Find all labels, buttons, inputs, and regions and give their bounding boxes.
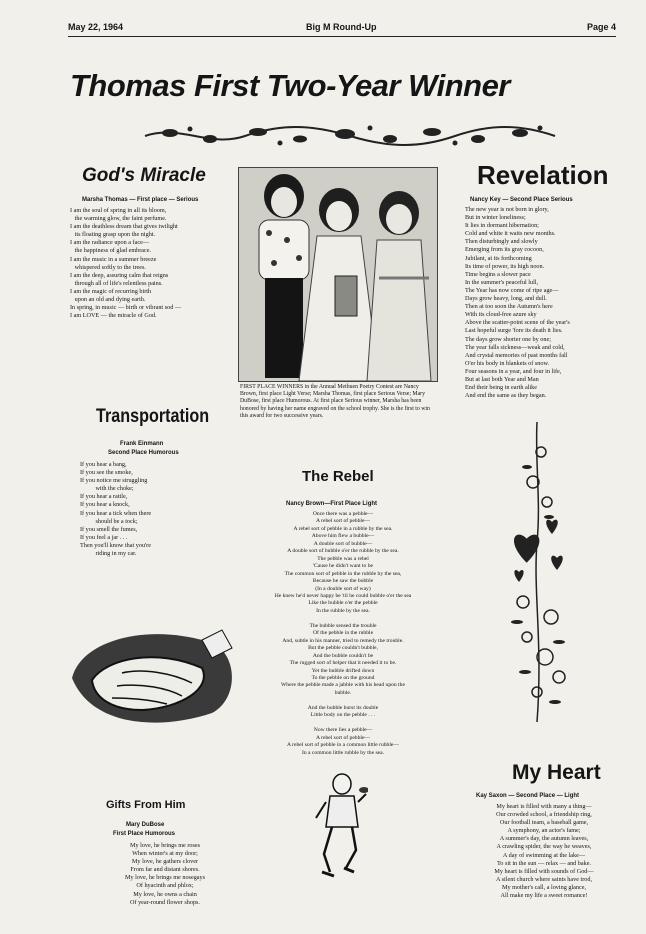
poem-line: If you notice me struggling	[80, 477, 148, 485]
poem-my-heart	[458, 803, 630, 900]
byline-gifts-from-him: First Place Humorous	[113, 831, 176, 837]
author-gifts-from-him: Mary DuBose	[126, 822, 165, 828]
poem-line: In spring, in music — birth or vibrant sod —	[70, 304, 182, 312]
poem-line: My love, he gathers clover	[131, 858, 199, 866]
poem-line: The common sort of pebble in the rubble by the sea,	[284, 570, 402, 577]
poem-line: through all of life's relentless pains.	[70, 279, 163, 287]
headline: Thomas First Two-Year Winner	[70, 68, 510, 103]
poem-line: I am the radiance upon a face—	[70, 239, 150, 247]
poem-line: Now there lies a pebble—	[313, 727, 373, 734]
poem-line: Cold and white it waits new months.	[465, 230, 556, 238]
issue-date: May 22, 1964	[68, 22, 124, 32]
poem-line: the happiness of glad embrace.	[70, 247, 152, 255]
poem-line: And the bubble burst its double	[307, 704, 379, 711]
poem-title-revelation: Revelation	[477, 160, 609, 190]
poem-line: But at last both Year and Man	[465, 375, 539, 383]
poem-line: O'er his body in blankets of snow.	[465, 359, 550, 367]
poem-line: To the pebble on the ground	[311, 674, 375, 681]
poem-line: A crawling spider, the way he weaves,	[496, 843, 592, 851]
page-number: Page 4	[586, 22, 616, 32]
poem-line: A day of swimming at the lake—	[502, 851, 586, 859]
poem-title-gifts-from-him: Gifts From Him	[106, 799, 186, 811]
poem-line: bubble.	[334, 689, 352, 696]
poem-line: (In a double sort of way)	[315, 585, 371, 592]
poem-line: Where the pebble made a jabble with his head upon the	[281, 682, 405, 689]
poem-line: Its time of power, its high noon.	[465, 262, 545, 270]
poem-line: A summer's day, the autumn leaves,	[499, 835, 589, 843]
poem-line: He knew he'd never happy be 'til he could bubble o'er the sea	[274, 592, 412, 599]
poem-line: From far and distant shores.	[130, 866, 200, 874]
poem-line: riding in my car.	[80, 550, 137, 558]
poem-line: should be a tock;	[80, 517, 138, 525]
poem-line: A rebel sort of pebble in a rubble by the sea.	[293, 525, 393, 532]
poem-line	[228, 615, 458, 622]
poem-line: I am the music in a summer breeze	[70, 255, 157, 263]
poem-line: All make my life a sweet romance!	[500, 892, 588, 900]
poem-line: When winter's at my door;	[132, 850, 198, 858]
poem-line: If you hear a rattle,	[80, 493, 128, 501]
author-transportation: Frank Einmann	[120, 441, 164, 447]
poem-line: Our crowded school, a friendship ring,	[496, 811, 592, 819]
winners-photo	[238, 167, 438, 382]
poem-line: My love, he brings me roses	[129, 842, 201, 849]
poem-line: I am the deep, assuring calm that reigns	[70, 271, 169, 279]
poem-line: I am the deathless dream that gives twilight	[70, 223, 178, 231]
poem-line: 'Cause he didn't want to be	[313, 563, 373, 570]
poem-line: I am the soul of spring in all its bloom,	[70, 207, 167, 214]
poem-title-the-rebel: The Rebel	[302, 468, 374, 485]
poem-line: Of the pebble in the rubble	[312, 630, 374, 637]
poem-line: A rebel sort of pebble in a common little rubble—	[286, 742, 399, 749]
poem-line: Above him flew a bubble—	[311, 533, 375, 540]
poem-line: Like the bubble o'er the pebble	[308, 600, 378, 607]
poem-line: Our football team, a baseball game,	[499, 819, 589, 827]
byline-gods-miracle: Marsha Thomas — First place — Serious	[82, 197, 199, 203]
poem-line: If you hear a tick when there	[80, 509, 152, 517]
poem-line: My love, he owns a chain	[133, 890, 197, 898]
byline-revelation: Nancy Key — Second Place Serious	[470, 197, 573, 203]
byline-transportation: Second Place Humorous	[108, 450, 179, 456]
poem-line: upon an old and dying earth.	[70, 296, 146, 304]
hearts-flowers-icon	[497, 422, 579, 722]
poem-line: And crystal memories of past months fall	[465, 351, 568, 359]
poem-line: If you see the smoke,	[80, 469, 133, 477]
poem-line: Then you'll know that you're	[80, 541, 151, 549]
page-header	[68, 22, 616, 37]
poem-line: The bubble sensed the trouble	[309, 622, 377, 629]
poem-gods-miracle	[70, 207, 235, 320]
poem-line: Because he saw the bubble	[312, 578, 374, 585]
poem-line: If you smell the fumes,	[80, 525, 138, 533]
poem-line: Little body on the pebble . . .	[310, 712, 376, 719]
poem-line: The year falls sickness—weak and cold,	[465, 343, 565, 351]
poem-line: In the summer's peaceful lull,	[465, 278, 539, 286]
poem-title-gods-miracle: God's Miracle	[82, 165, 206, 186]
poem-line: If you hear a bang,	[80, 461, 127, 468]
poem-line: A symphony, an actor's fame;	[507, 827, 581, 835]
poem-line: The days grow shorter one by one;	[465, 335, 551, 343]
poem-line: My heart is filled with many a thing—	[496, 803, 592, 810]
poem-line: With its cloud-free azure sky	[465, 311, 537, 319]
poem-line: A rebel sort of pebble—	[315, 518, 371, 525]
poem-line: And the bubble couldn't be	[312, 652, 374, 659]
poem-the-rebel	[228, 511, 458, 757]
byline-the-rebel: Nancy Brown—First Place Light	[286, 501, 378, 507]
poem-line: If you hear a knock,	[80, 501, 130, 509]
poem-line: If you feel a jar . . .	[80, 533, 128, 541]
poem-line: Of year-round flower shops.	[130, 898, 200, 906]
poem-line: its floating grasp upon the night.	[70, 231, 156, 239]
poem-line	[228, 720, 458, 727]
football-player-icon	[312, 772, 368, 882]
poem-line: Then disturbingly and slowly	[465, 238, 538, 246]
poem-title-my-heart: My Heart	[512, 761, 601, 784]
poem-line	[228, 697, 458, 704]
poem-line: It lies in dormant hibernation;	[465, 222, 539, 230]
poem-line: A rebel sort of pebble—	[315, 734, 371, 741]
poem-line: End their being in earth alike	[465, 384, 537, 392]
poem-line: But in winter loneliness;	[465, 214, 526, 222]
poem-line: And, subtle in his manner, tried to remedy the trouble.	[282, 637, 404, 644]
poem-revelation	[465, 206, 630, 400]
poem-line: In the rubble by the sea.	[316, 607, 370, 614]
byline-my-heart: Kay Saxon — Second Place — Light	[476, 793, 580, 799]
poem-line: My mother's call, a loving glance,	[501, 883, 587, 891]
poem-line: And end the same as they began.	[465, 392, 547, 400]
poem-line: Last hopeful surge 'fore its death it lies.	[465, 327, 563, 335]
poem-line: Once there was a pebble—	[312, 511, 374, 517]
poem-line: The new year is not born in glory,	[465, 206, 549, 213]
poem-line: To sit in the sun — relax — and bake.	[496, 859, 592, 867]
poem-line: Jubilant, at its forthcoming	[465, 254, 532, 262]
poem-gifts-from-him	[90, 842, 240, 907]
poem-line: The rugged sort of helper that it needed it to be.	[289, 660, 397, 667]
poem-line: whispered softly to the trees.	[70, 263, 146, 271]
poem-line: with the choke;	[80, 485, 134, 493]
poem-line: My heart is filled with sounds of God—	[494, 867, 594, 875]
poem-line: Then at too soon the Autumn's here	[465, 303, 553, 311]
poem-line: But the pebble couldn't bubble,	[308, 645, 378, 652]
poem-line: I am LOVE — the miracle of God.	[70, 312, 157, 320]
poem-line: A silent church where saints have trod,	[495, 875, 593, 883]
poem-line: A double sort of bubble o'er the rubble by the sea.	[287, 548, 399, 555]
poem-line: Four seasons in a year, and four in life,	[465, 367, 562, 375]
poem-line: In a common little rubble by the sea.	[301, 749, 385, 756]
photo-caption: FIRST PLACE WINNERS in the Annual Methuen Poetry Contest are Nancy Brown, first place Light Verse; Marsha Thomas, first place Serious Verse; Mary DuBose, first place Humorous. At first place Serious winner, Marsha has been honored by having her name engraved on the school trophy. She is the first to win this award for two successive years.	[240, 384, 430, 419]
poem-line: Days grow heavy, long, and dull.	[465, 295, 547, 303]
newspaper-name: Big M Round-Up	[306, 22, 377, 32]
poem-transportation	[80, 461, 230, 558]
poem-line: Yet the bubble drifted down	[311, 667, 375, 674]
poem-title-transportation: Transportation	[96, 406, 210, 427]
poem-line: the warming glow, the faint perfume.	[70, 215, 167, 223]
poem-line: Of hyacinth and phlox;	[136, 882, 194, 890]
praying-hands-icon	[62, 618, 242, 732]
poem-line: The pebble was a rebel	[317, 555, 369, 562]
poem-line: Emerging from its gray cocoon,	[465, 246, 544, 254]
poem-line: Above the scatter-point scene of the year's	[465, 319, 570, 327]
poem-line: Time begins a slower pace	[465, 270, 531, 278]
poem-line: My love, he brings me nosegays	[124, 874, 206, 882]
poem-line: The Year has now come of ripe age—	[465, 286, 559, 294]
floral-ornament-icon	[140, 122, 560, 150]
poem-line: A double sort of bubble—	[313, 540, 373, 547]
poem-line: I am the magic of recurring birth	[70, 287, 152, 295]
